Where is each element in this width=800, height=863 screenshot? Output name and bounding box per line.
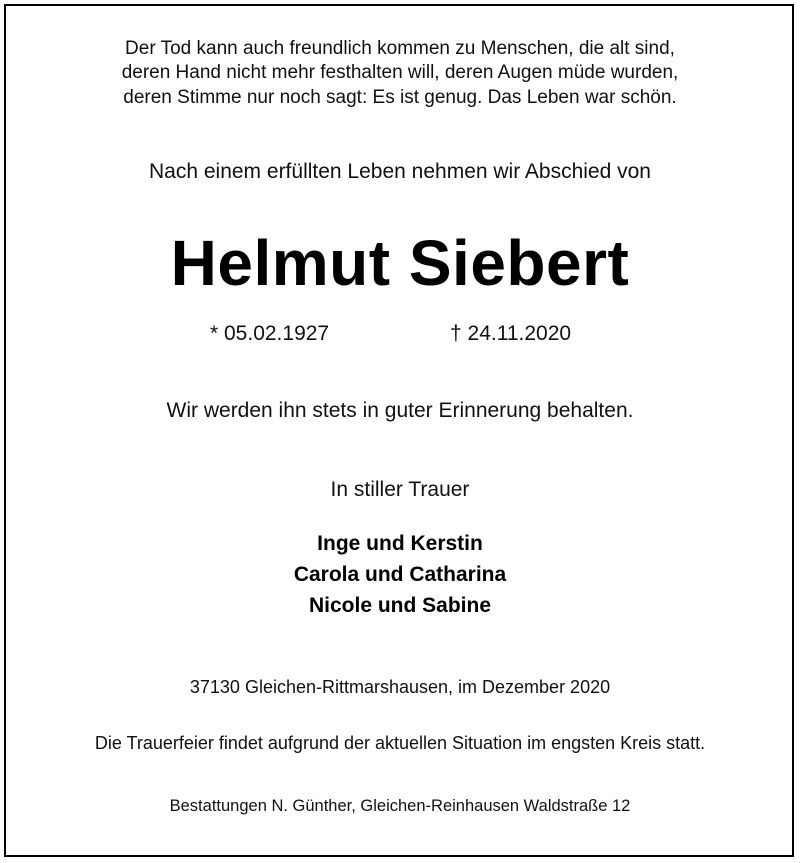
- obituary-border: [4, 4, 794, 857]
- quote-line-3: deren Stimme nur noch sagt: Es ist genug. Das Leben war schön.: [123, 87, 677, 108]
- funeral-note: Die Trauerfeier findet aufgrund der aktuellen Situation im engsten Kreis statt.: [94, 733, 706, 753]
- death-date: † 24.11.2020: [450, 322, 572, 345]
- deceased-name: Helmut Siebert: [170, 227, 630, 299]
- birth-date: * 05.02.1927: [210, 322, 330, 345]
- quote-line-2: deren Hand nicht mehr festhalten will, deren Augen müde wurden,: [121, 62, 679, 83]
- remembrance-text: Wir werden ihn stets in guter Erinnerung behalten.: [166, 399, 634, 422]
- undertaker-info: Bestattungen N. Günther, Gleichen-Reinhausen Waldstraße 12: [169, 797, 631, 815]
- mourner-line-1: Inge und Kerstin: [317, 532, 483, 555]
- quote-line-1: Der Tod kann auch freundlich kommen zu Menschen, die alt sind,: [125, 38, 675, 59]
- place-date: 37130 Gleichen-Rittmarshausen, im Dezember 2020: [189, 677, 611, 697]
- mourner-line-2: Carola und Catharina: [293, 563, 507, 586]
- intro-text: Nach einem erfüllten Leben nehmen wir Abschied von: [149, 160, 651, 183]
- mourner-line-3: Nicole und Sabine: [308, 594, 492, 617]
- mourning-label: In stiller Trauer: [330, 478, 470, 501]
